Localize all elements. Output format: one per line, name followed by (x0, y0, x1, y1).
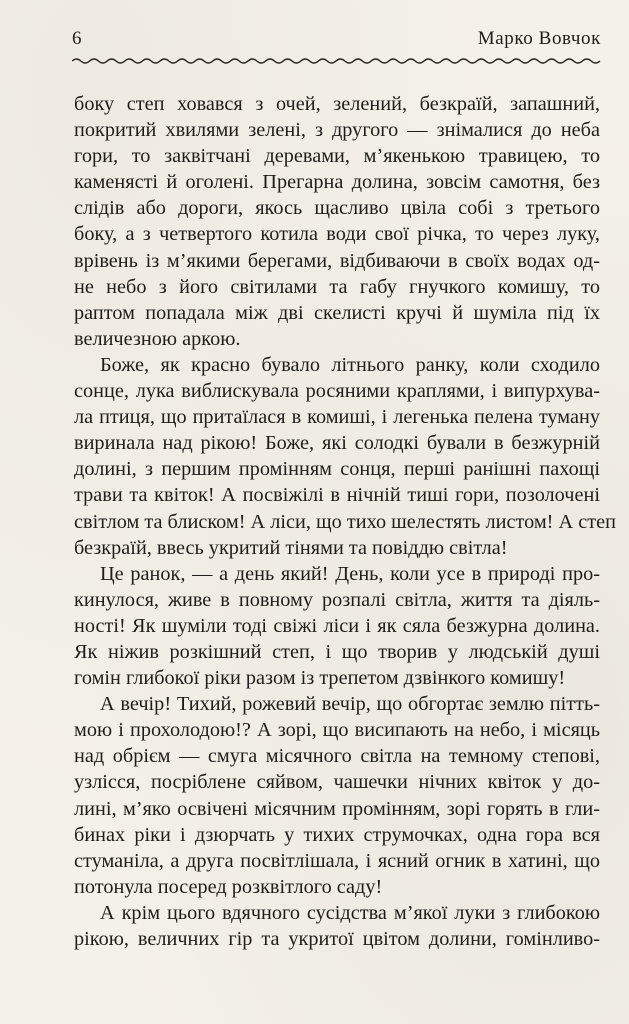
text-line: ності! Як шуміли тоді свіжі ліси і як сяла безжурна долина. (74, 614, 600, 637)
text-line: виринала над рікою! Боже, які солодкі бували в безжурній (74, 432, 600, 455)
text-line: мою і прохолодою!? А зорі, що висипають на небо, і місяць (74, 719, 600, 742)
text-line: врівень із м’якими берегами, відбиваючи в своїх водах од- (74, 249, 600, 272)
text-line: кинулося, живе в повному розпалі світла, життя та діяль- (74, 588, 600, 611)
text-line: ла птиця, що притаїлася в комиші, і легенька пелена туману (74, 406, 600, 429)
text-line: над обрієм — смуга місячного світла на темному степові, (74, 745, 600, 768)
text-line: узлісся, посріблене сяйвом, чашечки нічних квіток у до- (74, 771, 600, 794)
wavy-divider (72, 57, 601, 65)
text-line: не небо з його світилами та габу гнучкого комишу, то (74, 275, 600, 298)
text-line: бинах ріки і дзюрчать у тихих струмочках, одна гора вся (74, 823, 600, 846)
paragraph-first-line: Боже, як красно бувало літнього ранку, коли сходило (100, 353, 600, 376)
running-title: Марко Вовчок (477, 28, 601, 49)
page-header (72, 28, 601, 54)
text-line: слідів або дороги, якось щасливо цвіла собі з третього (74, 197, 600, 220)
text-line: раптом попадала між дві скелисті кручі й шуміла під їх (74, 301, 600, 324)
text-line: гори, то заквітчані деревами, м’якенькою травицею, то (74, 145, 600, 168)
text-line: Як ніжив розкішний степ, і що творив у людській душі (74, 640, 600, 663)
paragraph-first-line: Це ранок, — а день який! День, коли усе в природі про- (100, 562, 600, 585)
text-line: світлом та блиском! А ліси, що тихо шелестять листом! А степ (74, 510, 616, 533)
paragraph-first-line: А крім цього вдячного сусідства м’якої луки з глибокою (100, 901, 600, 924)
text-line: гомін глибокої ріки разом із трепетом дзвінкого комишу! (74, 667, 566, 690)
page-number: 6 (72, 28, 82, 49)
text-line: рікою, величних гір та укритої цвітом долини, гомінливо- (74, 928, 600, 950)
text-line: сонце, лука виблискувала росяними краплями, і випурхува- (74, 380, 600, 403)
text-line: боку степ ховався з очей, зелений, безкраїй, запашний, (74, 93, 600, 115)
text-line: величезною аркою. (74, 327, 241, 350)
text-line: стуманіла, а друга посвітлішала, і ясний огник в хатині, що (74, 849, 600, 872)
text-line: долині, з першим промінням сонця, перші ранішні пахощі (74, 458, 600, 481)
text-line: трави та квіток! А посвіжілі в нічній тиші гори, позолочені (74, 484, 600, 507)
text-line: безкраїй, ввесь укритий тінями та повіддю світла! (74, 536, 508, 559)
paragraph-first-line: А вечір! Тихий, рожевий вечір, що обгортає землю пітть- (100, 693, 600, 716)
text-line: каменясті й оголені. Прегарна долина, зовсім самотня, без (74, 171, 600, 194)
text-line: лині, м’яко освічені місячним промінням, зорі горять в гли- (74, 797, 600, 820)
body-text (74, 91, 616, 952)
text-line: боку, а з четвертого котила води свої річка, то через луку, (74, 223, 600, 246)
text-line: потонула посеред розквітлого саду! (74, 875, 383, 898)
text-line: покритий хвилями зелені, з другого — знімалися до неба (74, 119, 600, 142)
